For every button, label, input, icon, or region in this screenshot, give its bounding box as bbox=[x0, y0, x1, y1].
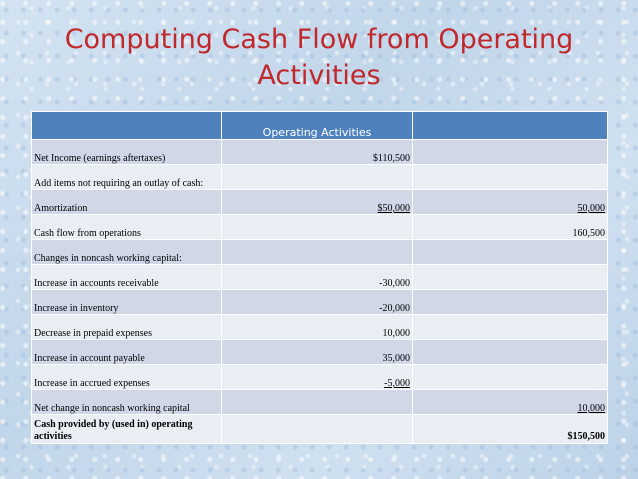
row-total bbox=[413, 390, 608, 415]
row-amount bbox=[222, 240, 413, 265]
row-total bbox=[413, 240, 608, 265]
table-row bbox=[32, 340, 608, 365]
row-label: Increase in accounts receivable bbox=[32, 265, 222, 290]
row-total: 160,500 bbox=[413, 215, 608, 240]
row-amount bbox=[222, 390, 413, 415]
table-row bbox=[32, 190, 608, 215]
table-row bbox=[32, 265, 608, 290]
header-cell-operating-activities: Operating Activities bbox=[222, 112, 413, 140]
table-row bbox=[32, 240, 608, 265]
row-total bbox=[413, 290, 608, 315]
row-label: Increase in account payable bbox=[32, 340, 222, 365]
row-total bbox=[413, 165, 608, 190]
table-header-row bbox=[32, 112, 608, 140]
row-label: Add items not requiring an outlay of cash: bbox=[32, 165, 222, 190]
row-total bbox=[413, 190, 608, 215]
table-row bbox=[32, 315, 608, 340]
underlined-total: 10,000 bbox=[577, 403, 605, 414]
row-label: Net Income (earnings aftertaxes) bbox=[32, 140, 222, 165]
title-line-1: Computing Cash Flow from Operating bbox=[64, 24, 574, 55]
row-total bbox=[413, 340, 608, 365]
row-label: Cash provided by (used in) operating activities bbox=[32, 415, 222, 444]
table-row bbox=[32, 165, 608, 190]
slide-title bbox=[0, 22, 638, 94]
header-cell-label bbox=[32, 112, 222, 140]
underlined-amount: -5,000 bbox=[384, 378, 410, 389]
row-total bbox=[413, 365, 608, 390]
row-label: Changes in noncash working capital: bbox=[32, 240, 222, 265]
table-row bbox=[32, 140, 608, 165]
row-label: Net change in noncash working capital bbox=[32, 390, 222, 415]
row-amount bbox=[222, 415, 413, 444]
table-row-total bbox=[32, 415, 608, 444]
cash-flow-table bbox=[31, 111, 608, 444]
row-amount bbox=[222, 165, 413, 190]
table-row bbox=[32, 390, 608, 415]
row-total: $150,500 bbox=[413, 415, 608, 444]
title-line-2: Activities bbox=[257, 60, 381, 91]
row-label: Cash flow from operations bbox=[32, 215, 222, 240]
row-label: Increase in accrued expenses bbox=[32, 365, 222, 390]
row-total bbox=[413, 140, 608, 165]
row-total bbox=[413, 265, 608, 290]
row-amount bbox=[222, 365, 413, 390]
underlined-total: 50,000 bbox=[577, 203, 605, 214]
row-amount: -20,000 bbox=[222, 290, 413, 315]
underlined-amount: $50,000 bbox=[377, 203, 410, 214]
row-label: Increase in inventory bbox=[32, 290, 222, 315]
row-amount bbox=[222, 190, 413, 215]
row-label: Decrease in prepaid expenses bbox=[32, 315, 222, 340]
row-amount bbox=[222, 215, 413, 240]
row-label: Amortization bbox=[32, 190, 222, 215]
table-row bbox=[32, 215, 608, 240]
header-cell-total bbox=[413, 112, 608, 140]
table-row bbox=[32, 290, 608, 315]
row-total bbox=[413, 315, 608, 340]
row-amount: $110,500 bbox=[222, 140, 413, 165]
table-row bbox=[32, 365, 608, 390]
row-amount: 35,000 bbox=[222, 340, 413, 365]
row-amount: 10,000 bbox=[222, 315, 413, 340]
row-amount: -30,000 bbox=[222, 265, 413, 290]
